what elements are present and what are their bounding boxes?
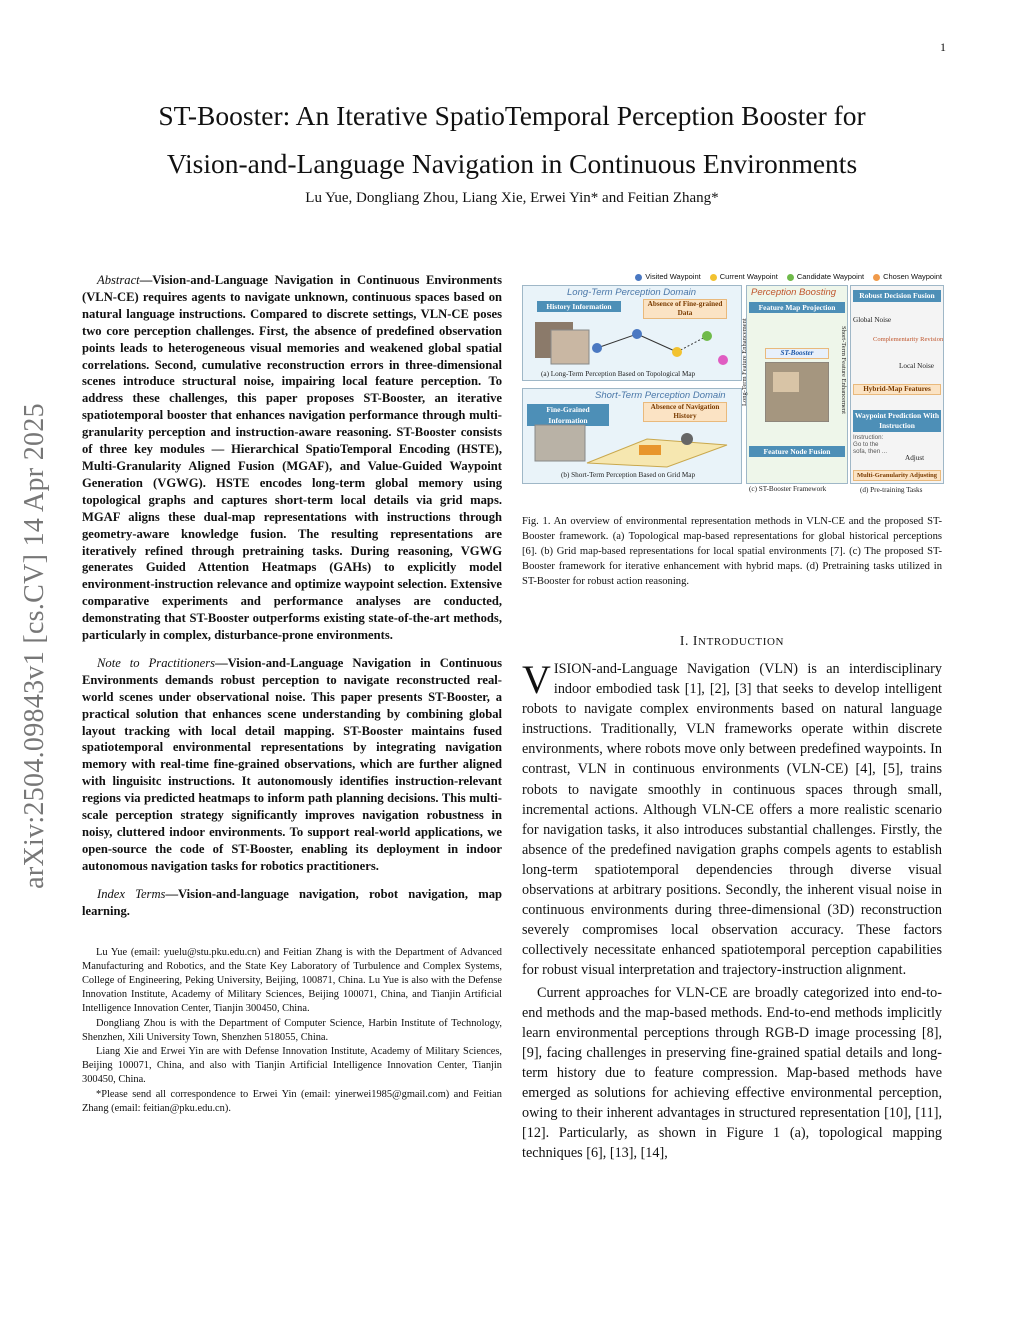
section-heading-introduction: I. INTRODUCTION bbox=[679, 633, 785, 648]
visited-node bbox=[632, 329, 642, 339]
footnote-correspondence: *Please send all correspondence to Erwei Yin (email: yinerwei1985@gmail.com) and Feitian Zhang (email: feitian@pku.edu.cn). bbox=[82, 1088, 502, 1114]
waypoint-prediction-box: Waypoint Prediction With Instruction bbox=[854, 411, 940, 430]
figure-legend bbox=[635, 272, 942, 281]
sub-caption-d: (d) Pre-training Tasks bbox=[860, 486, 923, 494]
global-noise-label: Global Noise bbox=[853, 316, 892, 324]
candidate-waypoint-dot bbox=[787, 274, 794, 281]
fine-grained-box: Fine-Grained Information bbox=[527, 404, 609, 426]
panel-short-term bbox=[522, 388, 742, 484]
current-waypoint-dot bbox=[710, 274, 717, 281]
note-to-practitioners bbox=[82, 655, 502, 875]
abstract-text: —Vision-and-Language Navigation in Continuous Environments (VLN-CE) requires agents to navigate unknown, continuous spaces based on natural language instructions. Compared to discrete settings, VLN-CE poses two core perception challenges. First, the absence of predefined observation points leads to heterogeneous visual memories and weakened global spatial correlations. Second, cumulative reconstruction errors in three-dimensional scenes introduce structural noise, impairing local feature perception. To address these challenges, this paper proposes ST-Booster, an iterative spatiotemporal booster that enhances navigation performance through multi-granularity perception and instruction-aware reasoning. ST-Booster consists of three key modules — Hierarchical SpatioTemporal Encoding (HSTE), Multi-Granularity Aligned Fusion (MGAF), and Value-Guided Waypoint Generation (VGWG). HSTE encodes long-term global memory using topological graphs and captures short-term local details via grid maps. MGAF aligns these dual-map representations with instructions through geometry-aware knowledge fusion. The resulting representations are iteratively refined through pretraining tasks. During reasoning, VGWG generates Guided Attention Heatmaps (GAHs) to explicitly model environment-instruction relevance and optimize waypoint selection. Extensive comparative experiments and performance analyses are conducted, demonstrating that ST-Booster outperforms existing state-of-the-art methods, particularly in complex, disturbance-prone environments. bbox=[82, 273, 502, 643]
graph-edge bbox=[637, 334, 677, 352]
st-booster-label: ST-Booster bbox=[765, 348, 829, 359]
index-terms bbox=[82, 886, 502, 920]
title-line-1: ST-Booster: An Iterative SpatioTemporal Perception Booster for bbox=[158, 100, 866, 131]
graph-edge bbox=[677, 336, 707, 352]
page-number: 1 bbox=[940, 40, 946, 54]
footnote-affiliation-1: Lu Yue (email: yuelu@stu.pku.edu.cn) and Feitian Zhang is with the Department of Advanced Manufacturing and Robotics, and the State Key Laboratory of Turbulence and Complex Systems, College of Engineering, Peking University, Beijing, 100871, China. Lu Yue is also with the Defense Innovation Institute, Academy of Military Sciences, Beijing 100071, China, and Tianjin Artificial Intelligence Innovation Center, Tianjin 300450, China. bbox=[82, 946, 502, 1015]
figure-caption: Fig. 1. An overview of environmental representation methods in VLN-CE and the proposed ST-Booster framework. (a) Topological map-based representations for global historical perceptions [6]. (b) Grid map-based representations for local spatial environments [7]. (c) The proposed ST-Booster framework for iterative enhancement with hybrid maps. (d) Pretraining tasks utilized in ST-Booster for robust action reasoning. bbox=[522, 516, 942, 587]
perception-boosting-title: Perception Boosting bbox=[751, 287, 837, 298]
legend-candidate: Candidate Waypoint bbox=[787, 272, 864, 281]
footnote-affiliation-3: Liang Xie and Erwei Yin are with Defense Innovation Institute, Academy of Military Sciences, Beijing 100071, China, and also with Tianjin Artificial Intelligence Innovation Center, Tianjin 300450, China. bbox=[82, 1045, 502, 1086]
sub-caption-b: (b) Short-Term Perception Based on Grid Map bbox=[561, 471, 696, 479]
complementarity-label: Complementarity Revision bbox=[873, 336, 944, 343]
sub-caption-c: (c) ST-Booster Framework bbox=[749, 485, 827, 493]
scene-image bbox=[773, 372, 799, 392]
title-line-2: Vision-and-Language Navigation in Continuous Environments bbox=[166, 148, 858, 179]
figure-1 bbox=[522, 272, 942, 502]
graph-edge bbox=[597, 334, 637, 348]
candidate-node bbox=[702, 331, 712, 341]
intro-paragraph-1 bbox=[522, 659, 942, 981]
long-term-title: Long-Term Perception Domain bbox=[567, 287, 697, 298]
current-node bbox=[672, 347, 682, 357]
topological-map-graphic bbox=[527, 318, 737, 368]
paper-title bbox=[0, 92, 1024, 188]
author-list: Lu Yue, Dongliang Zhou, Liang Xie, Erwei Yin* and Feitian Zhang* bbox=[305, 190, 719, 206]
feature-node-fusion-box: Feature Node Fusion bbox=[749, 446, 845, 457]
index-terms-label: Index Terms bbox=[97, 886, 166, 901]
index-terms-text: —Vision-and-language navigation, robot navigation, map learning. bbox=[82, 886, 502, 918]
adjust-label: Adjust bbox=[905, 454, 925, 462]
instruction-text: Instruction: Go to the sofa, then ... bbox=[853, 434, 888, 455]
right-column bbox=[522, 272, 942, 1163]
hybrid-map-tag: Hybrid-Map Features bbox=[853, 384, 941, 395]
sub-caption-a: (a) Long-Term Perception Based on Topological Map bbox=[541, 370, 696, 378]
robust-decision-box: Robust Decision Fusion bbox=[853, 290, 941, 302]
drop-cap: V bbox=[522, 657, 551, 702]
local-noise-label: Local Noise bbox=[899, 362, 934, 370]
robot-icon bbox=[681, 433, 693, 445]
panel-pretraining bbox=[850, 285, 944, 484]
booster-scene-graphic bbox=[765, 362, 829, 422]
long-term-feature-label: Long-Term Feature Enhancement bbox=[741, 318, 748, 406]
legend-visited: Visited Waypoint bbox=[635, 272, 700, 281]
sofa-shape bbox=[639, 445, 661, 455]
arxiv-identifier: arXiv:2504.09843v1 [cs.CV] 14 Apr 2025 bbox=[19, 403, 50, 889]
abstract bbox=[82, 272, 502, 644]
visited-node bbox=[592, 343, 602, 353]
abstract-label: Abstract bbox=[97, 273, 140, 287]
feature-map-projection-box: Feature Map Projection bbox=[749, 302, 845, 313]
legend-chosen: Chosen Waypoint bbox=[873, 272, 942, 281]
legend-current: Current Waypoint bbox=[710, 272, 778, 281]
intro-paragraph-1-text: ISION-and-Language Navigation (VLN) is an interdisciplinary indoor embodied task [1], [2], [3] that seeks to develop intelligent robots to navigate complex environments based on natural language instructions. Traditionally, VLN frameworks operate within discrete environments, where robots move only between predefined waypoints. In contrast, VLN in continuous environments (VLN-CE) [4], [5], trains robots to navigate smoothly in continuous spaces through small, incremental actions. Although VLN-CE offers a more realistic scenario for navigation tasks, it also introduces substantial challenges. Firstly, the absence of the predefined navigation graphs compels agents to establish long-term spatiotemporal dependencies through diverse visual observations at arbitrary positions. Secondly, the inherent visual noise in continuous environments during three-dimensional (3D) reconstruction severely compromises local observation accuracy. These factors collectively necessitate enhanced spatiotemporal perception capabilities for robust visual interpretation and trajectory-instruction alignment. bbox=[522, 661, 942, 979]
absence-fine-tag: Absence of Fine-grained Data bbox=[643, 299, 727, 319]
intro-paragraph-2: Current approaches for VLN-CE are broadly categorized into end-to-end methods and the map-based methods. End-to-end methods implicitly learn environmental perceptions through RGB-D image processing [8], [9], facing challenges in preserving fine-grained spatial details and long-term history due to feature compression. Map-based methods have emerged as solutions for achieving effective environmental perception, owing to their inherent advantages in structured representation [10], [11], [12]. Particularly, as shown in Figure 1 (a), topological mapping techniques [6], [13], [14], bbox=[522, 984, 942, 1162]
footnotes bbox=[82, 946, 502, 1116]
short-term-feature-label: Short-Term Feature Enhancement bbox=[840, 326, 847, 414]
grid-map-graphic bbox=[527, 419, 737, 469]
left-column bbox=[82, 272, 502, 1116]
multi-granularity-tag: Multi-Granularity Adjusting bbox=[853, 470, 941, 481]
footnote-affiliation-2: Dongliang Zhou is with the Department of Computer Science, Harbin Institute of Technology, Shenzhen, Xili University Town, Shenzhen 518055, China. bbox=[82, 1017, 502, 1043]
short-term-title: Short-Term Perception Domain bbox=[595, 390, 726, 401]
emoji-face bbox=[718, 355, 728, 365]
scene-image bbox=[551, 330, 589, 364]
visited-waypoint-dot bbox=[635, 274, 642, 281]
scene-image bbox=[535, 425, 585, 461]
panel-st-booster bbox=[741, 285, 848, 493]
note-label: Note to Practitioners bbox=[97, 655, 216, 670]
absence-nav-tag: Absence of Navigation History bbox=[643, 402, 727, 422]
chosen-waypoint-dot bbox=[873, 274, 880, 281]
history-info-box: History Information bbox=[537, 301, 621, 312]
panel-long-term bbox=[522, 285, 742, 381]
note-text: —Vision-and-Language Navigation in Continuous Environments demands robust perception to navigate reconstructed real-world scenes under observational noise. This paper presents ST-Booster, a practical solution that enhances scene understanding by combining global layout tracking with local detail mapping. ST-Booster maintains fused spatiotemporal environmental representations by integrating navigation memory with real-time fine-grained observations, which are further aligned with linguisitc instructions. It autonomously identifies instruction-relevant regions via predicted heatmaps to inform path planning decisions. This multi-scale perception strategy significantly improves navigation robustness in noisy, cluttered indoor environments. To support real-world applications, we open-source the code of ST-Booster, enabling its deployment in indoor autonomous navigation tasks for robotics practitioners. bbox=[82, 655, 502, 873]
